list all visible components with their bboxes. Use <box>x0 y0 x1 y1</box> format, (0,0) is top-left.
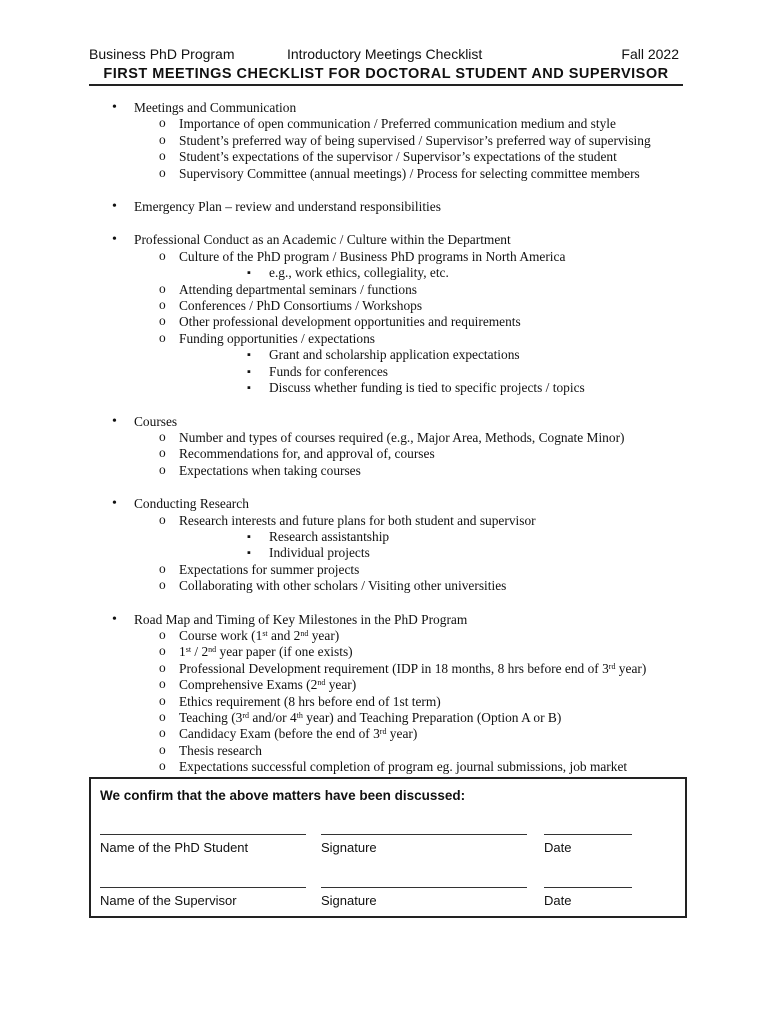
ordinal-suffix: th <box>296 711 303 720</box>
list-item: o Student’s expectations of the supervisor / Supervisor’s expectations of the student <box>134 149 692 165</box>
section-label: • Courses <box>134 413 178 429</box>
milestone-thesis-research: o Thesis research <box>134 743 692 759</box>
section-roadmap <box>112 612 692 776</box>
text-run: and 2 <box>267 627 301 643</box>
student-signature-label: Signature <box>321 840 377 855</box>
text-run: and/or 4 <box>249 710 297 725</box>
section-research <box>112 496 692 594</box>
student-name-label: Name of the PhD Student <box>100 840 249 855</box>
list-item-text: Funding opportunities / expectations <box>179 330 376 346</box>
text-run: year) <box>386 726 418 742</box>
list-item: o Attending departmental seminars / functions <box>134 282 692 298</box>
text-run: Professional Development requirement (IDP in 18 months, 8 hrs before end of 3 <box>179 660 609 676</box>
ordinal-suffix: rd <box>608 661 616 671</box>
supervisor-date-line[interactable] <box>544 887 632 888</box>
ordinal-suffix: rd <box>242 711 250 720</box>
text-run: year paper (if one exists) <box>216 644 353 660</box>
list-item: o Supervisory Committee (annual meetings) / Process for selecting committee members <box>134 166 692 182</box>
sub-list-item: ▪ Research assistantship <box>179 529 692 545</box>
student-date-line[interactable] <box>544 834 632 835</box>
text-run: Teaching (3 <box>179 710 243 725</box>
milestone-completion-expectations: o Expectations successful completion of program eg. journal submissions, job market <box>134 759 692 775</box>
sub-list-item: ▪ Funds for conferences <box>179 364 692 380</box>
list-item <box>134 249 692 282</box>
list-item: o Expectations for summer projects <box>134 562 692 578</box>
ordinal-suffix: nd <box>300 628 309 638</box>
supervisor-name-label: Name of the Supervisor <box>100 893 237 908</box>
list-item: o Importance of open communication / Preferred communication medium and style <box>134 116 692 132</box>
list-item: o Collaborating with other scholars / Visiting other universities <box>134 578 692 594</box>
text-run: year) <box>308 627 340 643</box>
text-run: Comprehensive Exams (2 <box>179 677 318 693</box>
sub-list-item: ▪ Discuss whether funding is tied to specific projects / topics <box>179 380 692 396</box>
section-emergency <box>112 199 692 215</box>
ordinal-suffix: st <box>185 645 192 655</box>
section-label: • Emergency Plan – review and understand responsibilities <box>134 199 441 215</box>
section-courses <box>112 414 692 480</box>
text-run: year) <box>615 660 647 676</box>
student-name-line[interactable] <box>100 834 306 835</box>
header-document-title: Introductory Meetings Checklist <box>287 46 483 62</box>
section-label: • Professional Conduct as an Academic / Culture within the Department <box>134 232 511 248</box>
checklist <box>112 100 692 776</box>
list-item <box>134 331 692 397</box>
list-item-text: Research interests and future plans for both student and supervisor <box>179 512 536 528</box>
list-item-text: Culture of the PhD program / Business PhD programs in North America <box>179 248 566 264</box>
header-term: Fall 2022 <box>621 46 679 62</box>
text-run: Course work (1 <box>179 627 263 643</box>
supervisor-name-line[interactable] <box>100 887 306 888</box>
milestone-professional-development <box>134 661 692 677</box>
milestone-candidacy-exam <box>134 726 692 742</box>
supervisor-signature-line[interactable] <box>321 887 527 888</box>
text-run: Candidacy Exam (before the end of 3 <box>179 726 380 742</box>
text-run: year) <box>325 677 357 693</box>
student-signature-line[interactable] <box>321 834 527 835</box>
list-item: o Expectations when taking courses <box>134 463 692 479</box>
milestone-year-paper <box>134 644 692 660</box>
list-item: o Conferences / PhD Consortiums / Workshops <box>134 298 692 314</box>
text-run: 1 <box>179 644 186 660</box>
list-item: o Recommendations for, and approval of, courses <box>134 446 692 462</box>
milestone-comprehensive-exams <box>134 677 692 693</box>
supervisor-signature-label: Signature <box>321 893 377 908</box>
milestone-course-work <box>134 628 692 644</box>
list-item <box>134 513 692 562</box>
list-item: o Student’s preferred way of being supervised / Supervisor’s preferred way of supervising <box>134 133 692 149</box>
sub-list-item: ▪ Individual projects <box>179 545 692 561</box>
list-item: o Number and types of courses required (e.g., Major Area, Methods, Cognate Minor) <box>134 430 692 446</box>
page-title: FIRST MEETINGS CHECKLIST FOR DOCTORAL STUDENT AND SUPERVISOR <box>89 66 683 86</box>
sub-list-item: ▪ e.g., work ethics, collegiality, etc. <box>179 265 692 281</box>
milestone-teaching <box>134 710 692 726</box>
section-meetings <box>112 100 692 182</box>
section-label: • Conducting Research <box>134 496 249 512</box>
section-label: • Meetings and Communication <box>134 100 297 115</box>
confirmation-box <box>89 777 687 918</box>
milestone-ethics: o Ethics requirement (8 hrs before end of 1st term) <box>134 694 692 710</box>
ordinal-suffix: nd <box>208 645 217 655</box>
ordinal-suffix: nd <box>317 678 326 688</box>
ordinal-suffix: st <box>262 628 268 638</box>
text-run: year) and Teaching Preparation (Option A or B) <box>302 710 562 725</box>
list-item: o Other professional development opportunities and requirements <box>134 314 692 330</box>
confirmation-title: We confirm that the above matters have been discussed: <box>100 788 466 803</box>
page-header <box>89 44 683 66</box>
supervisor-date-label: Date <box>544 893 572 908</box>
student-date-label: Date <box>544 840 572 855</box>
text-run: / 2 <box>191 644 209 660</box>
sub-list-item: ▪ Grant and scholarship application expectations <box>179 347 692 363</box>
section-label: • Road Map and Timing of Key Milestones in the PhD Program <box>134 611 468 627</box>
ordinal-suffix: rd <box>379 727 387 737</box>
header-program: Business PhD Program <box>89 46 235 62</box>
section-conduct <box>112 232 692 396</box>
